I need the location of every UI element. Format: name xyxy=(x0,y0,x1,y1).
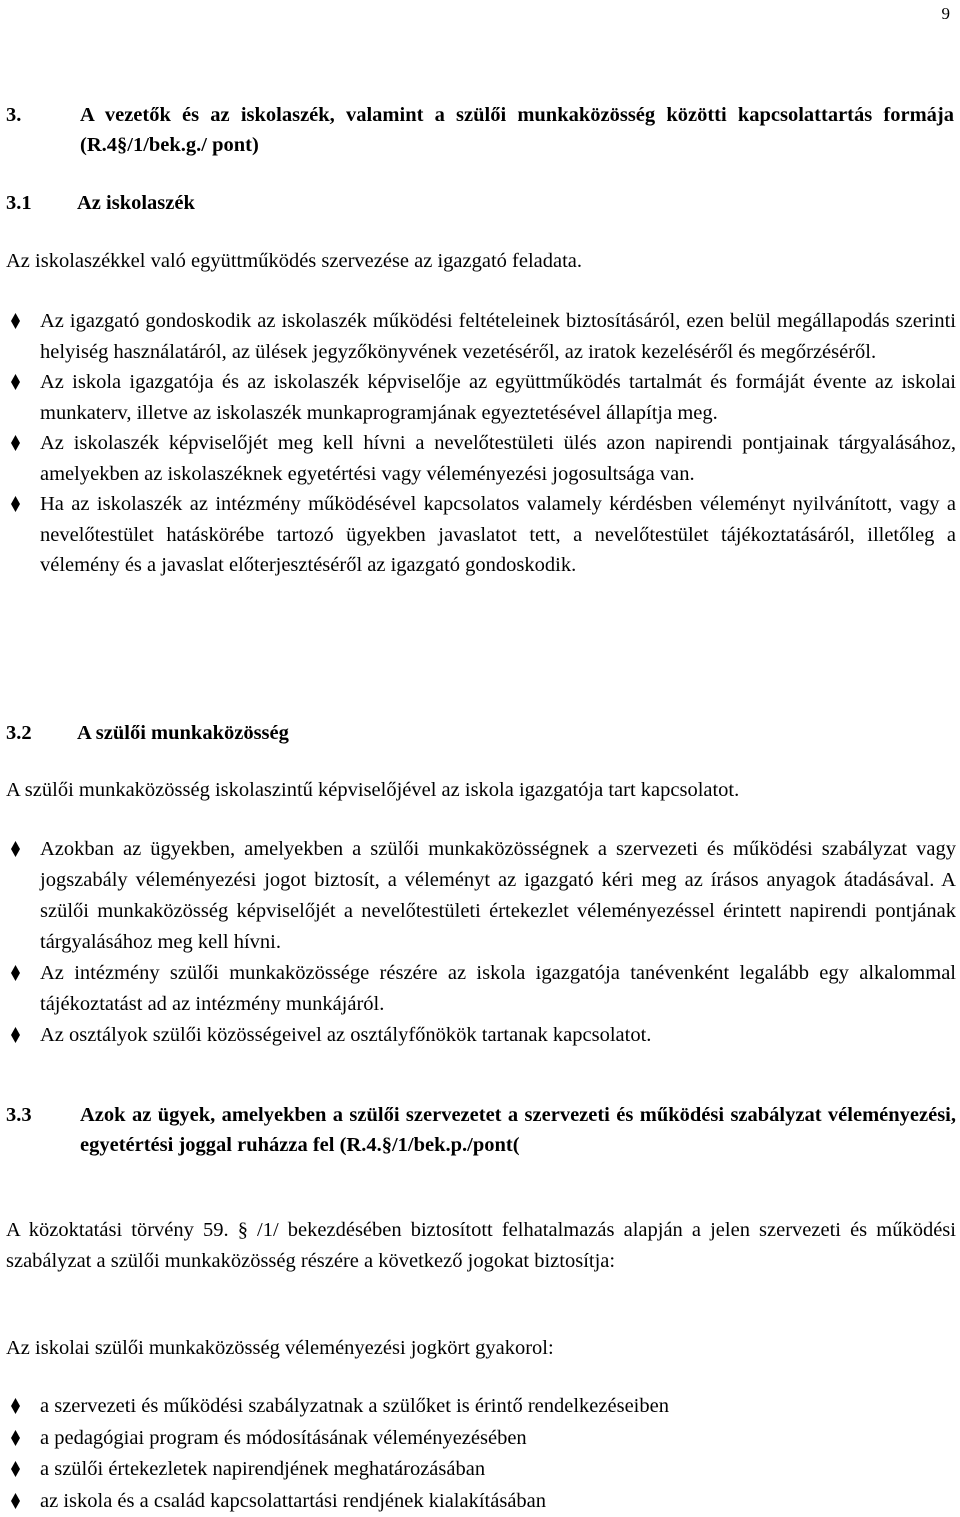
bullet-text: Ha az iskolaszék az intézmény működésével kapcsolatos valamely kérdésben véleményt nyilvánított, vagy a nevelőtestület hatáskörébe tartozó ügyekben javaslatot tett, a nevelőtestület tájékoztatásáról, illetőleg a vélemény és a javaslat előterjesztéséről az igazgató gondoskodik. xyxy=(40,493,956,576)
diamond-bullet-icon xyxy=(11,1398,20,1414)
section-3-2-number: 3.2 xyxy=(6,718,32,748)
section-3-3-title: Azok az ügyek, amelyekben a szülői szervezetet a szervezeti és működési szabályzat véleményezési, egyetértési joggal ruházza fel (R.4.§/1/bek.p./pont( xyxy=(80,1100,956,1160)
section-3-1-bullet-list xyxy=(0,306,960,581)
section-3-2-title: A szülői munkaközösség xyxy=(77,718,677,748)
list-item xyxy=(0,1391,960,1423)
list-item xyxy=(0,367,960,428)
page-number: 9 xyxy=(942,4,951,24)
list-item xyxy=(0,1423,960,1455)
bullet-text: Az iskolaszék képviselőjét meg kell hívni a nevelőtestületi ülés azon napirendi pontjainak tárgyalásához, amelyekben az iskolaszéknek egyetértési vagy véleményezési jogosultsága van. xyxy=(40,432,956,485)
section-3-1-heading xyxy=(6,188,960,218)
bullet-text: az iskola és a család kapcsolattartási rendjének kialakításában xyxy=(40,1490,546,1512)
bullet-text: Az osztályok szülői közösségeivel az osztályfőnökök tartanak kapcsolatot. xyxy=(40,1024,651,1046)
diamond-bullet-icon xyxy=(11,435,20,451)
diamond-bullet-icon xyxy=(11,965,20,981)
list-item xyxy=(0,428,960,489)
section-3-1-title: Az iskolaszék xyxy=(77,188,677,218)
section-3-3-heading xyxy=(6,1100,960,1162)
section-3-2-heading xyxy=(6,718,960,748)
section-3-2-bullet-list xyxy=(0,834,960,1051)
bullet-text: Az intézmény szülői munkaközössége részére az iskola igazgatója tanévenként legalább egy alkalommal tájékoztatást ad az intézmény munkájáról. xyxy=(40,962,956,1015)
diamond-bullet-icon xyxy=(11,1461,20,1477)
section-3-1-number: 3.1 xyxy=(6,188,32,218)
section-3-2-intro: A szülői munkaközösség iskolaszintű képviselőjével az iskola igazgatója tart kapcsolatot. xyxy=(6,775,956,806)
diamond-bullet-icon xyxy=(11,841,20,857)
section-3-3-intro: A közoktatási törvény 59. § /1/ bekezdésében biztosított felhatalmazás alapján a jelen szervezeti és működési szabályzat a szülői munkaközösség részére a következő jogokat biztosítja: xyxy=(6,1215,956,1277)
bullet-text: a szervezeti és működési szabályzatnak a szülőket is érintő rendelkezéseiben xyxy=(40,1395,669,1417)
section-3-title: A vezetők és az iskolaszék, valamint a szülői munkaközösség közötti kapcsolattartás formája (R.4§/1/bek.g./ pont) xyxy=(80,100,954,160)
list-item xyxy=(0,1486,960,1517)
diamond-bullet-icon xyxy=(11,496,20,512)
bullet-text: Az igazgató gondoskodik az iskolaszék működési feltételeinek biztosításáról, ezen belül megállapodás szerinti helyiség használatáról, az ülések jegyzőkönyvének vezetéséről, az iratok kezeléséről és megőrzéséről. xyxy=(40,310,956,363)
diamond-bullet-icon xyxy=(11,1430,20,1446)
list-item xyxy=(0,489,960,581)
bullet-text: a szülői értekezletek napirendjének meghatározásában xyxy=(40,1458,485,1480)
section-3-number: 3. xyxy=(6,100,21,130)
list-item xyxy=(0,1020,960,1051)
bullet-text: Azokban az ügyekben, amelyekben a szülői munkaközösségnek a szervezeti és működési szabályzat vagy jogszabály véleményezési jogot biztosít, a véleményt az igazgató kéri meg az írásos anyagok átadásával. A szülői munkaközösség képviselőjét a nevelőtestületi értekezlet véleményezéssel érintett napirendi pontjának tárgyalásához meg kell hívni. xyxy=(40,838,956,953)
diamond-bullet-icon xyxy=(11,1027,20,1043)
list-item xyxy=(0,958,960,1020)
diamond-bullet-icon xyxy=(11,313,20,329)
diamond-bullet-icon xyxy=(11,374,20,390)
bullet-text: a pedagógiai program és módosításának véleményezésében xyxy=(40,1427,527,1449)
section-3-1-intro: Az iskolaszékkel való együttműködés szervezése az igazgató feladata. xyxy=(6,246,956,277)
section-3-3-number: 3.3 xyxy=(6,1100,32,1130)
section-3-heading xyxy=(6,100,960,162)
diamond-bullet-icon xyxy=(11,1493,20,1509)
list-item xyxy=(0,1454,960,1486)
list-item xyxy=(0,834,960,958)
section-3-3-subintro: Az iskolai szülői munkaközösség véleményezési jogkört gyakorol: xyxy=(6,1333,956,1364)
bullet-text: Az iskola igazgatója és az iskolaszék képviselője az együttműködés tartalmát és formáját évente az iskolai munkaterv, illetve az iskolaszék munkaprogramjának egyeztetésével állapítja meg. xyxy=(40,371,956,424)
section-3-3-bullet-list xyxy=(0,1391,960,1517)
list-item xyxy=(0,306,960,367)
